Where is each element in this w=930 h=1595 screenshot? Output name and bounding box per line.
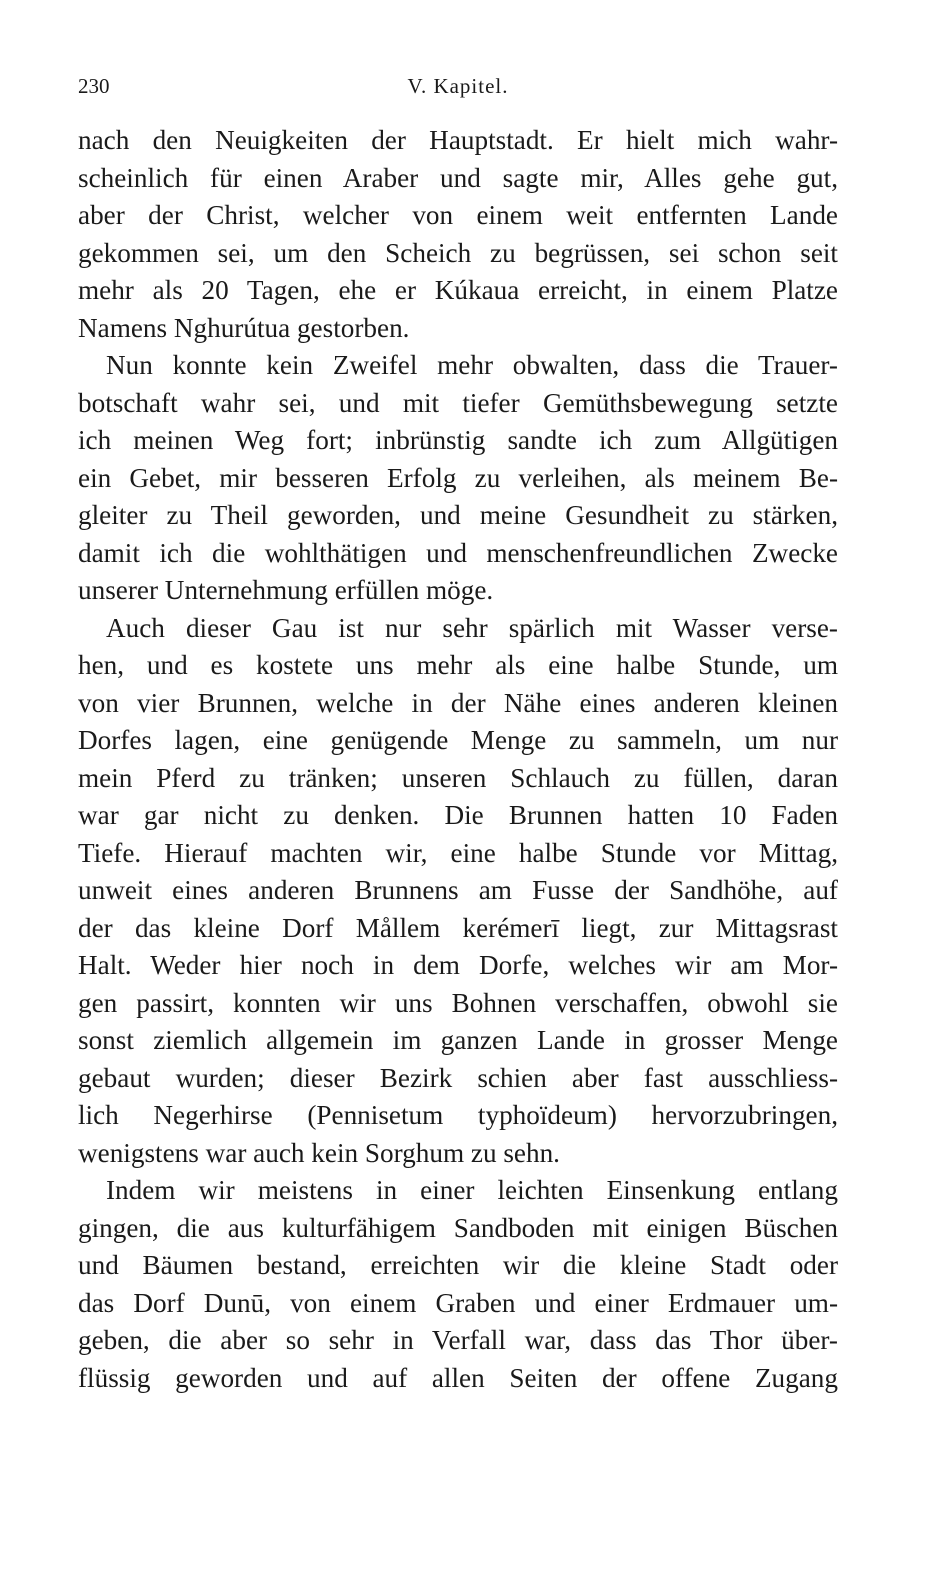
text-line: aber der Christ, welcher von einem weit entfernten Lande [78,200,838,230]
text-line: war gar nicht zu denken. Die Brunnen hatten 10 Faden [78,800,838,830]
text-line: von vier Brunnen, welche in der Nähe eines anderen kleinen [78,687,838,718]
text-line: hen, und es kostete uns mehr als eine halbe Stunde, um [78,650,838,680]
text-line: nach den Neuigkeiten der Hauptstadt. Er hielt mich wahr- [78,125,838,155]
text-line: gleiter zu Theil geworden, und meine Gesundheit zu stärken, [78,500,838,530]
text-line: gingen, die aus kulturfähigem Sandboden mit einigen Büschen [78,1212,838,1243]
text-line: Halt. Weder hier noch in dem Dorfe, welches wir am Mor- [78,950,838,980]
text-line: Auch dieser Gau ist nur sehr spärlich mit Wasser verse- [106,612,838,643]
paragraph [78,347,838,610]
text-line: mehr als 20 Tagen, ehe er Kúkaua erreicht, in einem Platze [78,275,838,305]
text-line: botschaft wahr sei, und mit tiefer Gemüthsbewegung setzte [78,387,838,418]
text-line: wenigstens war auch kein Sorghum zu sehn. [78,1137,560,1168]
page-number: 230 [78,74,110,98]
text-line: Namens Nghurútua gestorben. [78,312,410,343]
text-line: Tiefe. Hierauf machten wir, eine halbe Stunde vor Mittag, [78,837,838,868]
text-line: Dorfes lagen, eine genügende Menge zu sammeln, um nur [78,725,838,755]
text-line: Indem wir meistens in einer leichten Einsenkung entlang [106,1175,838,1205]
text-line: geben, die aber so sehr in Verfall war, dass das Thor über- [78,1325,838,1355]
text-line: sonst ziemlich allgemein im ganzen Lande in grosser Menge [78,1025,838,1055]
text-line: lich Negerhirse (Pennisetum typhoïdeum) hervorzubringen, [78,1100,838,1130]
text-line: unweit eines anderen Brunnens am Fusse der Sandhöhe, auf [78,875,838,905]
text-line: gekommen sei, um den Scheich zu begrüssen, sei schon seit [78,237,838,268]
running-head: V. Kapitel. [407,74,509,98]
body-text [78,122,838,1397]
text-line: ein Gebet, mir besseren Erfolg zu verleihen, als meinem Be- [78,462,838,493]
text-line: gen passirt, konnten wir uns Bohnen verschaffen, obwohl sie [78,987,838,1018]
text-line: gebaut wurden; dieser Bezirk schien aber fast ausschliess- [78,1062,838,1093]
text-line: flüssig geworden und auf allen Seiten der offene Zugang [78,1362,838,1393]
text-line: der das kleine Dorf Mållem kerémerī liegt, zur Mittagsrast [78,912,838,943]
page-header [78,74,838,104]
text-line: mein Pferd zu tränken; unseren Schlauch zu füllen, daran [78,762,838,793]
text-line: damit ich die wohlthätigen und menschenfreundlichen Zwecke [78,537,838,568]
paragraph [78,1172,838,1397]
text-line: scheinlich für einen Araber und sagte mir, Alles gehe gut, [78,162,838,193]
paragraph [78,122,838,347]
text-line: das Dorf Dunū, von einem Graben und einer Erdmauer um- [78,1287,838,1318]
text-line: unserer Unternehmung erfüllen möge. [78,575,494,605]
text-line: Nun konnte kein Zweifel mehr obwalten, dass die Trauer- [106,350,838,380]
paragraph [78,610,838,1173]
text-line: ich meinen Weg fort; inbrünstig sandte ich zum Allgütigen [78,425,838,455]
text-line: und Bäumen bestand, erreichten wir die kleine Stadt oder [78,1250,838,1280]
